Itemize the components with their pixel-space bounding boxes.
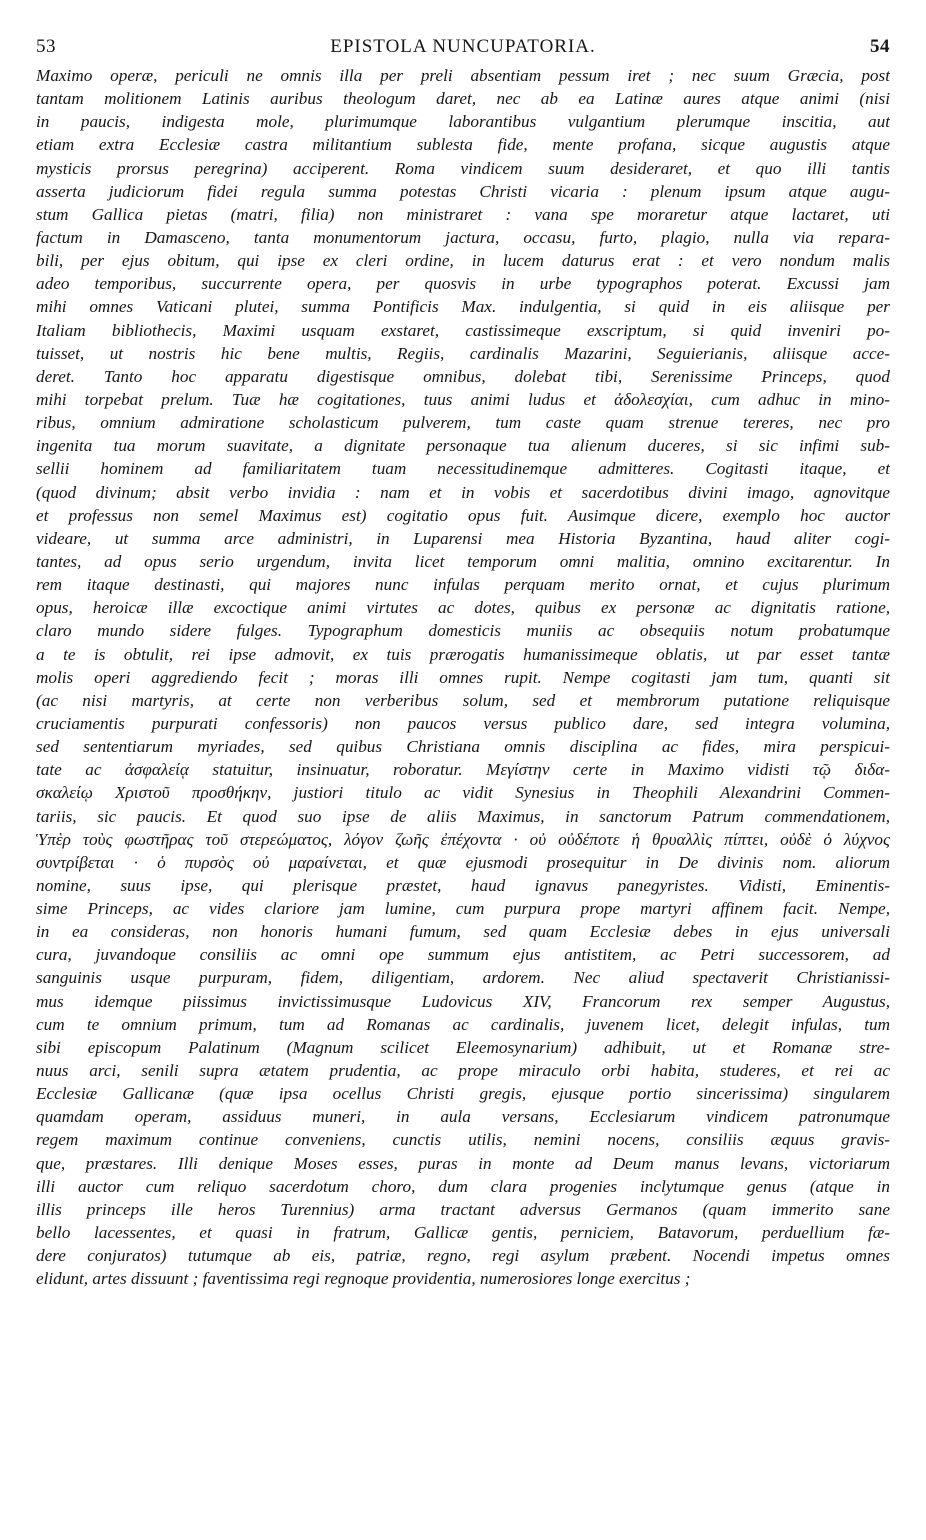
- text-line: Maximo operæ, periculi ne omnis illa per preli absentiam pessum iret ; nec suum Græcia, post: [36, 66, 890, 85]
- text-line: Italiam bibliothecis, Maximi usquam exstaret, castissimeque exscriptum, si quid inveniri po-: [36, 320, 890, 340]
- text-line: tantes, ad opus serio urgendum, invita licet temporum omni malitia, omnino excitarentur. In: [36, 551, 890, 571]
- text-line: tuisset, ut nostris hic bene multis, Regiis, cardinalis Mazarini, Seguierianis, aliisque acce-: [36, 343, 890, 363]
- text-line: deret. Tanto hoc apparatu digestisque omnibus, dolebat tibi, Serenissime Princeps, quod: [36, 366, 890, 386]
- text-line: asserta judiciorum fidei regula summa potestas Christi vicaria : plenum ipsum atque augu-: [36, 181, 890, 201]
- text-line: Ecclesiæ Gallicanæ (quæ ipsa ocellus Christi gregis, ejusque portio sincerissima) singularem: [36, 1084, 890, 1104]
- text-line: mus idemque piissimus invictissimusque Ludovicus XIV, Francorum rex semper Augustus,: [36, 991, 890, 1011]
- text-line: in ea consideras, non honoris humani fumum, sed quam Ecclesiæ debes in ejus universali: [36, 922, 890, 942]
- text-line: sibi episcopum Palatinum (Magnum scilicet Eleemosynarium) adhibuit, ut et Romanæ stre-: [36, 1037, 890, 1057]
- text-line: σκαλείῳ Χριστοῦ προσθήκην, justiori titulo ac vidit Synesius in Theophili Alexandrini Commen-: [36, 783, 890, 803]
- text-line: sanguinis usque purpuram, fidem, diligentiam, ardorem. Nec aliud spectaverit Christianissi-: [36, 968, 890, 988]
- text-line: stum Gallica pietas (matri, filia) non ministraret : vana spe moraretur atque lactaret, uti: [36, 204, 890, 224]
- text-line: opus, heroicæ illæ excoctique animi virtutes ac dotes, quibus ex personæ ac dignitatis ratione,: [36, 598, 890, 618]
- page-number-left: 53: [36, 36, 56, 57]
- text-line: bello lacessentes, et quasi in fratrum, Gallicæ gentis, perniciem, Batavorum, perduellium fæ-: [36, 1223, 890, 1243]
- text-line: συντρίβεται · ὁ πυρσὸς οὐ μαραίνεται, et quæ ejusmodi prosequitur in De divinis nom. aliorum: [36, 852, 890, 872]
- text-line: ingenita tua morum suavitate, a dignitate personaque tua alienum duceres, si sic infimi sub-: [36, 436, 890, 456]
- text-line: mihi omnes Vaticani plutei, summa Pontificis Max. indulgentia, si quid in eis aliisque per: [36, 297, 890, 317]
- text-line: mysticis prorsus peregrina) acciperent. Roma vindicem suum desideraret, et quo illi tantis: [36, 158, 890, 178]
- text-line: elidunt, artes dissuunt ; faventissima regi regnoque providentia, numerosiores longe exercitus ;: [36, 1269, 691, 1289]
- text-line: (quod divinum; absit verbo invidia : nam et in vobis et sacerdotibus divini imago, agnovitque: [36, 482, 890, 502]
- text-line: quamdam operam, assiduus muneri, in aula versans, Ecclesiarum vindicem patronumque: [36, 1107, 890, 1127]
- text-line: (ac nisi martyris, at certe non verberibus solum, sed et membrorum putatione reliquisque: [36, 690, 890, 710]
- text-line: et professus non semel Maximus est) cogitatio opus fuit. Ausimque dicere, exemplo hoc auctor: [36, 505, 890, 525]
- text-line: claro mundo sidere fulges. Typographum domesticis muniis ac obsequiis notum probatumque: [36, 621, 890, 641]
- text-line: a te is obtulit, rei ipse admovit, ex tuis prærogatis humanissimeque oblatis, ut par esset tantæ: [36, 644, 890, 664]
- text-line: adeo temporibus, succurrente opera, per quosvis in urbe typographos poterat. Excussi jam: [36, 274, 890, 294]
- text-line: ribus, omnium admiratione scholasticum pulverem, tum caste quam strenue tereres, nec pro: [36, 413, 890, 433]
- text-body: [36, 64, 890, 1290]
- page-number-right: 54: [870, 36, 890, 57]
- text-line: que, præstares. Illi denique Moses esses, puras in monte ad Deum manus levans, victoriarum: [36, 1153, 890, 1173]
- text-line: dere conjuratos) tutumque ab eis, patriæ, regno, regi asylum præbent. Nocendi impetus omnes: [36, 1246, 890, 1266]
- text-line: illi auctor cum reliquo sacerdotum choro, dum clara progenies inclytumque genus (atque in: [36, 1176, 890, 1196]
- text-line: factum in Damasceno, tanta monumentorum jactura, occasu, furto, plagio, nulla via repara-: [36, 227, 890, 247]
- text-line: etiam extra Ecclesiæ castra militantium sublesta fide, mente profana, sicque augustis atque: [36, 135, 890, 155]
- text-line: regem maximum continue conveniens, cunctis utilis, nemini nocens, consiliis æquus gravis-: [36, 1130, 890, 1150]
- text-line: bili, per ejus obitum, qui ipse ex cleri ordine, in lucem daturus erat : et vero nondum malis: [36, 251, 890, 271]
- page-title: EPISTOLA NUNCUPATORIA.: [330, 36, 596, 57]
- text-line: Ὑπὲρ τοὺς φωστῆρας τοῦ στερεώματος, λόγον ζωῆς ἐπέχοντα · οὐ οὐδέποτε ἡ θρυαλλὶς πίπτει, οὐδὲ ὁ λύχνος: [36, 829, 890, 849]
- text-line: tantam molitionem Latinis auribus theologum daret, nec ab ea Latinæ aures atque animi (nisi: [36, 89, 890, 109]
- text-line: tariis, sic paucis. Et quod suo ipse de aliis Maximus, in sanctorum Patrum commendationem,: [36, 806, 890, 826]
- text-line: cura, juvandoque consiliis ac omni ope summum ejus antistitem, ac Petri successorem, ad: [36, 945, 890, 965]
- text-line: cruciamentis purpurati confessoris) non paucos versus publico dare, sed integra volumina,: [36, 713, 890, 733]
- text-line: sime Princeps, ac vides clariore jam lumine, cum purpura prope martyri affinem facit. Nempe,: [36, 899, 890, 919]
- text-line: nomine, suus ipse, qui plerisque præstet, haud ignavus panegyristes. Vidisti, Eminentis-: [36, 875, 890, 895]
- text-line: sellii hominem ad familiaritatem tuam necessitudinemque admitteres. Cogitasti itaque, et: [36, 459, 890, 479]
- text-line: rem itaque destinasti, qui majores nunc infulas perquam merito ornat, et cujus plurimum: [36, 575, 890, 595]
- text-line: tate ac ἀσφαλείᾳ statuitur, insinuatur, roboratur. Μεγίστην certe in Maximo vidisti τῷ διδα-: [36, 760, 890, 780]
- text-line: videare, ut summa arce administri, in Luparensi mea Historia Byzantina, haud aliter cogi-: [36, 528, 890, 548]
- text-line: sed sententiarum myriades, sed quibus Christiana omnis disciplina ac fides, mira perspicui-: [36, 737, 890, 757]
- text-line: nuus arci, senili supra ætatem prudentia, ac prope miraculo orbi habita, studeres, et rei ac: [36, 1061, 890, 1081]
- text-line: cum te omnium primum, tum ad Romanas ac cardinalis, juvenem licet, delegit infulas, tum: [36, 1014, 890, 1034]
- text-line: in paucis, indigesta mole, plurimumque laborantibus vulgantium plerumque inscitia, aut: [36, 112, 890, 132]
- text-line: molis operi aggrediendo fecit ; moras illi omnes rupit. Nempe cogitasti jam tum, quanti sit: [36, 667, 890, 687]
- text-line: mihi torpebat prelum. Tuæ hæ cogitationes, tuus animi ludus et ἀδολεσχίαι, cum adhuc in mino-: [36, 389, 890, 409]
- running-head: [36, 36, 890, 62]
- text-line: illis princeps ille heros Turennius) arma tractant adversus Germanos (quam immerito sane: [36, 1199, 890, 1219]
